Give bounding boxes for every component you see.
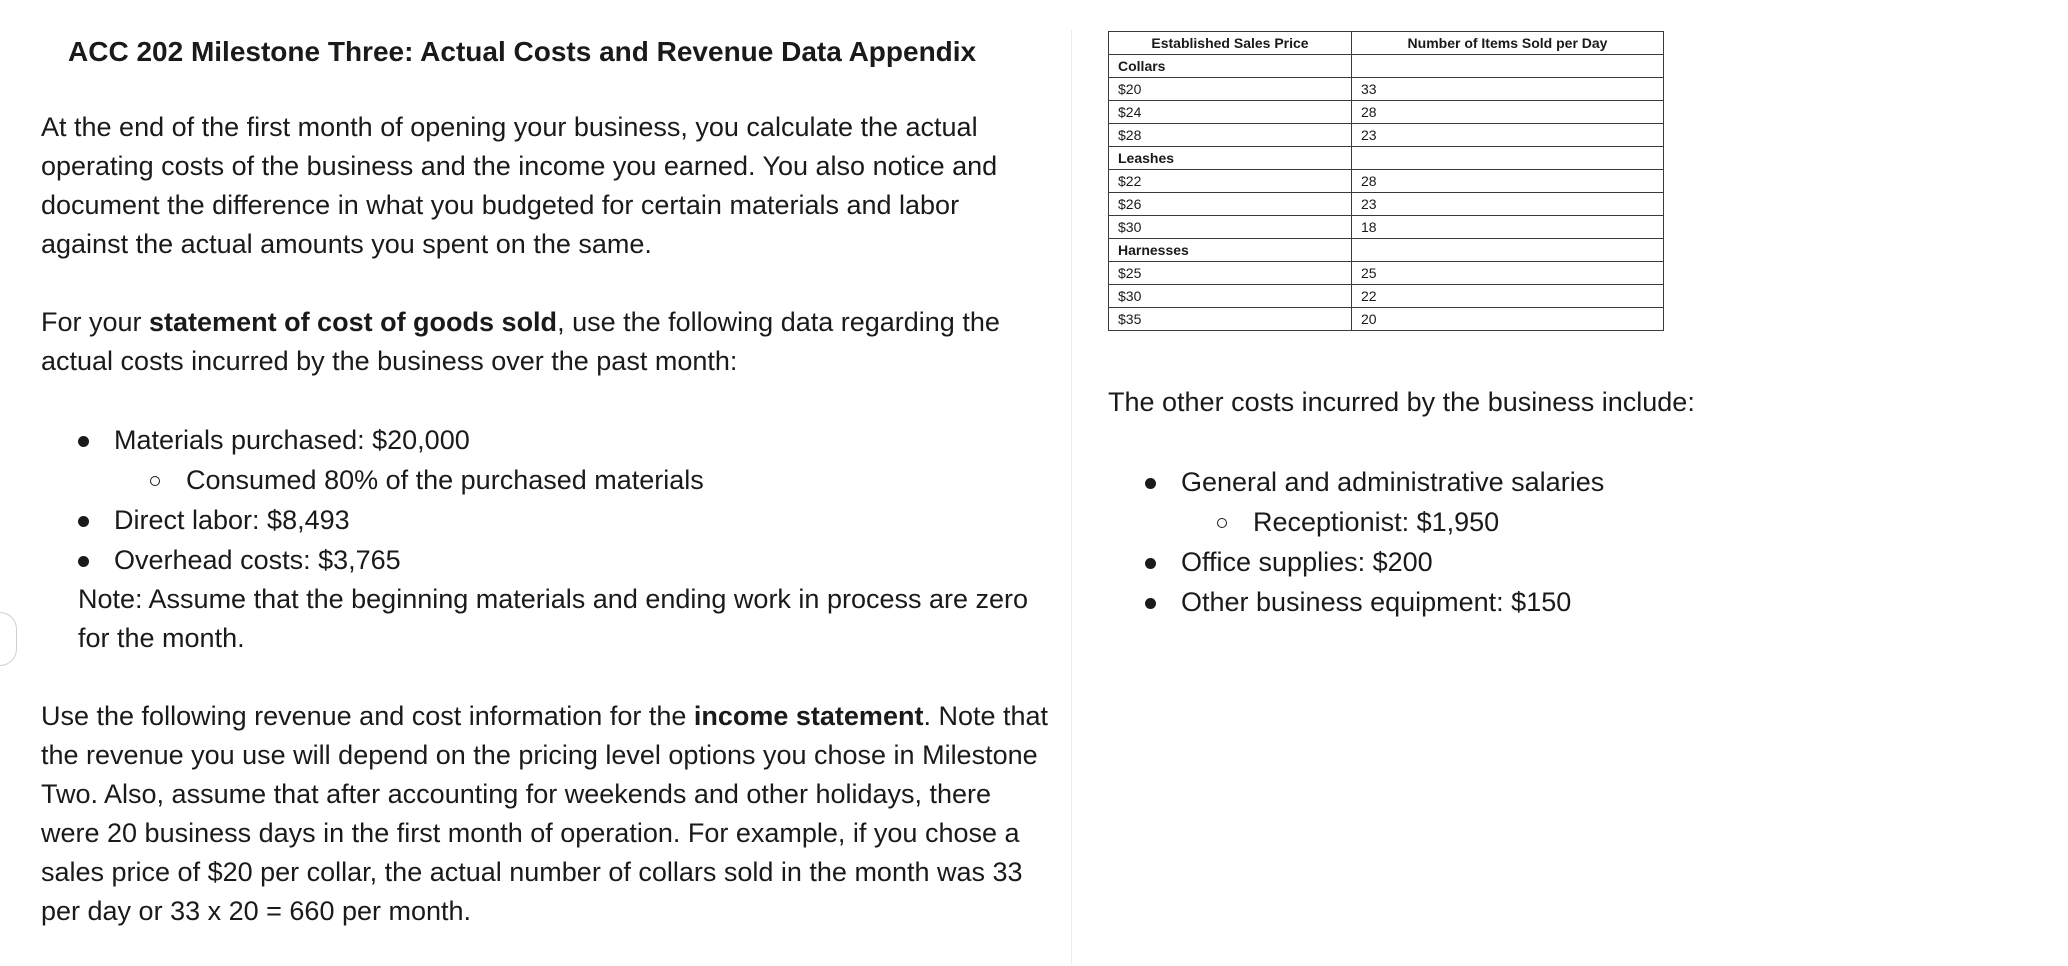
note-text: Note: Assume that the beginning materials and ending work in process are zero for the month.: [78, 584, 1029, 653]
table-row: [1109, 308, 1664, 331]
price-cell: $22: [1109, 170, 1352, 193]
price-cell: $28: [1109, 124, 1352, 147]
qty-cell: 33: [1352, 78, 1664, 101]
list-item-office-supplies: Office supplies: $200: [1108, 542, 2038, 582]
income-text-bold: income statement: [693, 701, 924, 731]
price-cell: $26: [1109, 193, 1352, 216]
list-item-equipment: Other business equipment: $150: [1108, 582, 2038, 622]
income-text-pre: Use the following revenue and cost information for the: [41, 701, 694, 731]
qty-cell: 23: [1352, 193, 1664, 216]
cogs-paragraph: [41, 303, 1051, 381]
table-group-row: [1109, 147, 1664, 170]
table-row: [1109, 262, 1664, 285]
price-cell: $20: [1109, 78, 1352, 101]
table-row: [1109, 170, 1664, 193]
qty-cell: 25: [1352, 262, 1664, 285]
price-cell: $30: [1109, 216, 1352, 239]
price-cell: $35: [1109, 308, 1352, 331]
qty-cell: 20: [1352, 308, 1664, 331]
page-title: ACC 202 Milestone Three: Actual Costs and Revenue Data Appendix: [68, 36, 977, 67]
left-column: [41, 32, 1051, 931]
sub-list-item-receptionist: Receptionist: $1,950: [1108, 502, 2038, 542]
right-column: [1108, 383, 2038, 622]
qty-cell: 22: [1352, 285, 1664, 308]
table-row: [1109, 285, 1664, 308]
price-cell: $25: [1109, 262, 1352, 285]
group-label: Leashes: [1109, 147, 1352, 170]
table-group-row: [1109, 239, 1664, 262]
cogs-text-bold: statement of cost of goods sold: [149, 307, 558, 337]
qty-cell: 18: [1352, 216, 1664, 239]
cogs-text-pre: For your: [41, 307, 150, 337]
header-sales-price: Established Sales Price: [1109, 32, 1352, 55]
other-costs-list: [1108, 462, 2038, 622]
list-item-ga-salaries: General and administrative salaries: [1108, 462, 2038, 502]
cogs-text-post: , use the following data regarding the actual costs incurred by the business over the past month:: [41, 307, 1000, 376]
table-row: [1109, 216, 1664, 239]
table-header-row: [1109, 32, 1664, 55]
table-row: [1109, 78, 1664, 101]
qty-cell: 28: [1352, 170, 1664, 193]
list-item-labor: Direct labor: $8,493: [41, 500, 1051, 540]
price-cell: $30: [1109, 285, 1352, 308]
table-row: [1109, 101, 1664, 124]
other-costs-intro: The other costs incurred by the business include:: [1108, 387, 1695, 417]
table-group-row: [1109, 55, 1664, 78]
list-item-overhead: Overhead costs: $3,765: [41, 540, 1051, 580]
page-edge-tab: [0, 612, 17, 666]
header-items-sold: Number of Items Sold per Day: [1352, 32, 1664, 55]
group-label: Collars: [1109, 55, 1352, 78]
table-row: [1109, 124, 1664, 147]
income-text-post: . Note that the revenue you use will depend on the pricing level options you chose in Milestone Two. Also, assume that after accounting for weekends and other holidays, there were 20 business days in the first month of operation. For example, if you chose a sales price of $20 per collar, the actual number of collars sold in the month was 33 per day or 33 x 20 = 660 per month.: [41, 701, 1049, 926]
price-cell: $24: [1109, 101, 1352, 124]
pricing-table: [1108, 31, 1664, 331]
qty-cell: 28: [1352, 101, 1664, 124]
qty-cell: 23: [1352, 124, 1664, 147]
intro-paragraph: At the end of the first month of opening your business, you calculate the actual operating costs of the business and the income you earned. You also notice and document the difference in what you budgeted for certain materials and labor against the actual amounts you spent on the same.: [41, 112, 998, 259]
group-label: Harnesses: [1109, 239, 1352, 262]
cost-list: [41, 420, 1051, 658]
list-item-materials: Materials purchased: $20,000: [41, 420, 1051, 460]
income-paragraph: [41, 697, 1051, 931]
column-divider: [1071, 30, 1072, 965]
sub-list-item-consumed: Consumed 80% of the purchased materials: [41, 460, 1051, 500]
table-row: [1109, 193, 1664, 216]
